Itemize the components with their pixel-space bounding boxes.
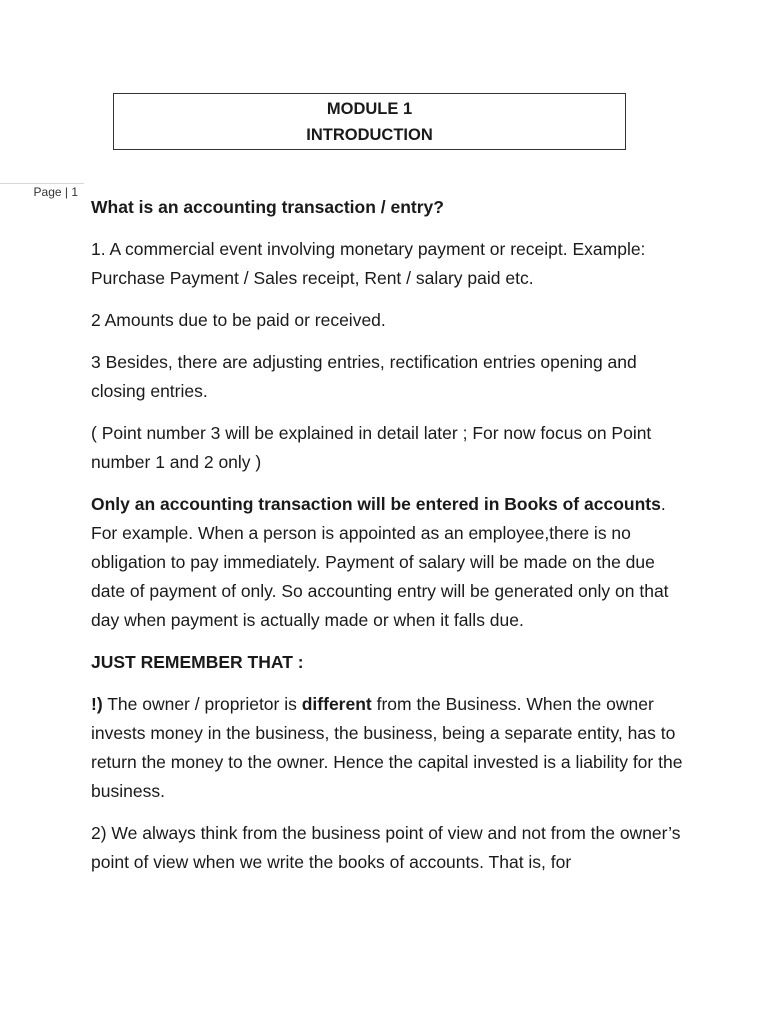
remember-point-1 <box>91 690 691 806</box>
remember-heading: JUST REMEMBER THAT : <box>91 652 304 672</box>
point-2: 2 Amounts due to be paid or received. <box>91 310 386 330</box>
module-title-box <box>113 93 626 150</box>
remember-point-1-text-a: The owner / proprietor is <box>102 694 302 714</box>
rule-paragraph <box>91 490 691 635</box>
section-heading: What is an accounting transaction / entry? <box>91 197 444 217</box>
remember-point-1-text-b: from the Business. When the owner invests money in the business, the business, being a separate entity, has to return the money to the owner. Hence the capital invested is a liability for the business. <box>91 694 683 801</box>
module-title: INTRODUCTION <box>306 126 433 144</box>
remember-point-1-emphasis: different <box>301 694 372 714</box>
remember-point-1-marker: !) <box>91 694 103 714</box>
page-number: Page | 1 <box>33 185 78 199</box>
module-number: MODULE 1 <box>326 100 413 118</box>
point-3: 3 Besides, there are adjusting entries, rectification entries opening and closing entries. <box>91 352 637 401</box>
remember-point-2: 2) We always think from the business point of view and not from the owner’s point of view when we write the books of accounts. That is, for <box>91 823 681 872</box>
rule-text: . For example. When a person is appointed as an employee,there is no obligation to pay immediately. Payment of salary will be made on the due date of payment of only. So accounting entry will be generated only on that day when payment is actually made or when it falls due. <box>91 494 669 630</box>
rule-bold-text: Only an accounting transaction will be entered in Books of accounts <box>91 494 661 514</box>
document-body <box>91 193 691 890</box>
point-1: 1. A commercial event involving monetary payment or receipt. Example: Purchase Payment / Sales receipt, Rent / salary paid etc. <box>91 239 646 288</box>
note-paragraph: ( Point number 3 will be explained in detail later ; For now focus on Point number 1 and 2 only ) <box>91 423 652 472</box>
